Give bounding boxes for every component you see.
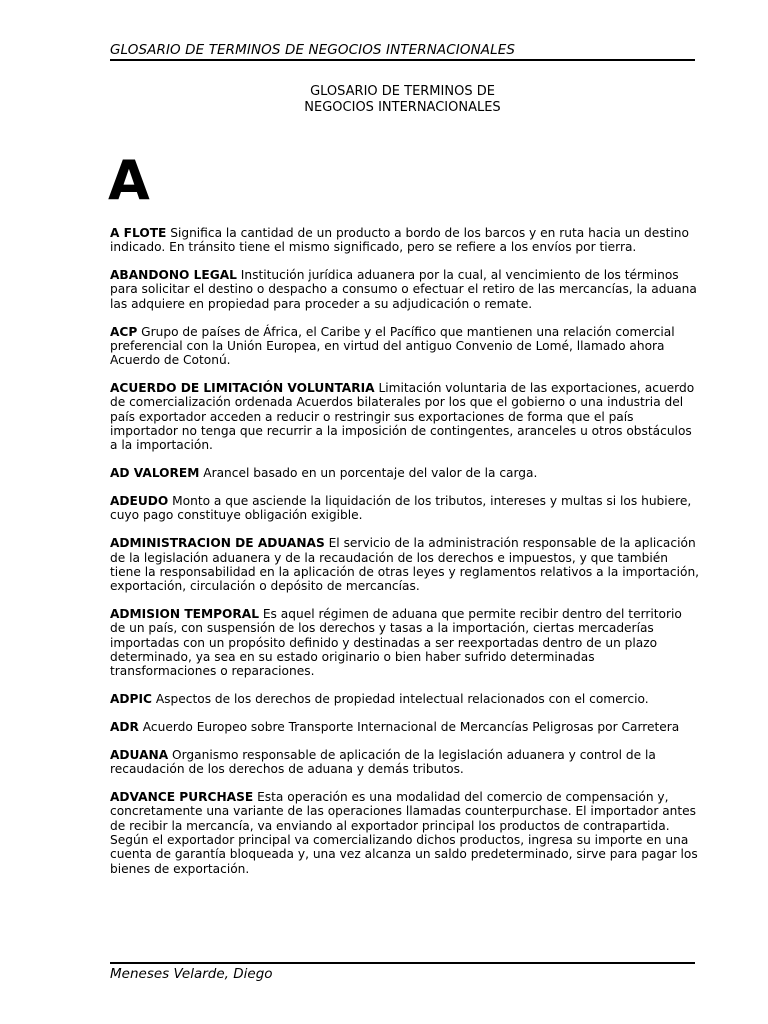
entry-definition: Esta operación es una modalidad del comercio de compensación y, concretamente una variante de las operaciones llamadas counterpurchase. El importador antes de recibir la mercancía, va enviando al exportador principal los productos de contrapartida. Según el exportador principal va comercializando dichos productos, ingresa su importe en una cuenta de garantía bloqueada y, una vez alcanza un saldo predeterminado, sirve para pagar los bienes de exportación. — [110, 790, 698, 876]
entry-term: ADR — [110, 720, 139, 735]
entry-definition: Arancel basado en un porcentaje del valor de la carga. — [199, 466, 538, 481]
entry-term: ADUANA — [110, 747, 169, 762]
entry-definition: Grupo de países de África, el Caribe y el Pacífico que mantienen una relación comercial preferencial con la Unión Europea, en virtud del antiguo Convenio de Lomé, llamado ahora Acuerdo de Cotonú. — [110, 324, 675, 368]
entry-definition: El servicio de la administración responsable de la aplicación de la legislación aduanera y de la recaudación de los derechos e impuestos, y que también tiene la responsabilidad en la aplicación de otras leyes y reglamentos relativos a la importación, exportación, circulación o depósito de mercancías. — [110, 536, 700, 594]
entry-term: ADMISION TEMPORAL — [110, 607, 259, 622]
glossary-entry — [110, 381, 700, 452]
document-title-line-1: GLOSARIO DE TERMINOS DE — [310, 84, 495, 99]
entry-definition: Es aquel régimen de aduana que permite recibir dentro del territorio de un país, con suspensión de los derechos y tasas a la importación, ciertas mercaderías importadas con un propósito definido y destinadas a ser reexportadas dentro de un plazo determinado, ya sea en su estado originario o bien haber sufrido determinadas transformaciones o reparaciones. — [110, 607, 682, 679]
document-title-line-2: NEGOCIOS INTERNACIONALES — [304, 100, 501, 115]
entry-term: ADPIC — [110, 692, 152, 707]
entry-term: ACP — [110, 324, 138, 339]
entry-definition: Acuerdo Europeo sobre Transporte Internacional de Mercancías Peligrosas por Carretera — [138, 720, 680, 735]
entry-term: A FLOTE — [110, 226, 167, 240]
entry-term: ABANDONO LEGAL — [110, 268, 237, 283]
entry-definition: Limitación voluntaria de las exportaciones, acuerdo de comercialización ordenada Acuerdos bilaterales por los que el gobierno o una industria del país exportador acceden a reducir o restringir sus exportaciones de forma que el país importador no tenga que recurrir a la imposición de contingentes, aranceles u otros obstáculos a la importación. — [110, 381, 695, 453]
running-footer: Meneses Velarde, Diego — [110, 962, 695, 982]
entry-term: AD VALOREM — [110, 466, 200, 481]
entry-definition: Monto a que asciende la liquidación de los tributos, intereses y multas si los hubiere, cuyo pago constituye obligación exigible. — [110, 494, 692, 523]
glossary-entry — [110, 790, 700, 876]
glossary-entry — [110, 607, 700, 678]
glossary-entry — [110, 720, 700, 734]
running-header: GLOSARIO DE TERMINOS DE NEGOCIOS INTERNACIONALES — [110, 42, 695, 61]
glossary-entries — [110, 226, 700, 890]
glossary-entry — [110, 226, 700, 255]
entry-definition: Organismo responsable de aplicación de la legislación aduanera y control de la recaudación de los derechos de aduana y demás tributos. — [110, 747, 656, 777]
entry-definition: Significa la cantidad de un producto a bordo de los barcos y en ruta hacia un destino indicado. En tránsito tiene el mismo significado, pero se refiere a los envíos por tierra. — [110, 226, 689, 255]
glossary-entry — [110, 466, 700, 480]
glossary-entry — [110, 494, 700, 523]
glossary-entry — [110, 748, 700, 777]
entry-definition: Aspectos de los derechos de propiedad intelectual relacionados con el comercio. — [151, 692, 649, 707]
entry-term: ACUERDO DE LIMITACIÓN VOLUNTARIA — [110, 381, 375, 396]
glossary-entry — [110, 268, 700, 311]
section-letter: A — [108, 149, 150, 212]
entry-definition: Institución jurídica aduanera por la cual, al vencimiento de los términos para solicitar el destino o despacho a consumo o efectuar el retiro de las mercancías, la aduana las adquiere en propiedad para proceder a su adjudicación o remate. — [110, 268, 697, 311]
entry-term: ADVANCE PURCHASE — [110, 790, 254, 805]
glossary-entry — [110, 325, 700, 368]
entry-term: ADMINISTRACION DE ADUANAS — [110, 536, 325, 551]
glossary-entry — [110, 536, 700, 593]
glossary-entry — [110, 692, 700, 706]
entry-term: ADEUDO — [110, 494, 169, 509]
document-title — [110, 84, 695, 116]
